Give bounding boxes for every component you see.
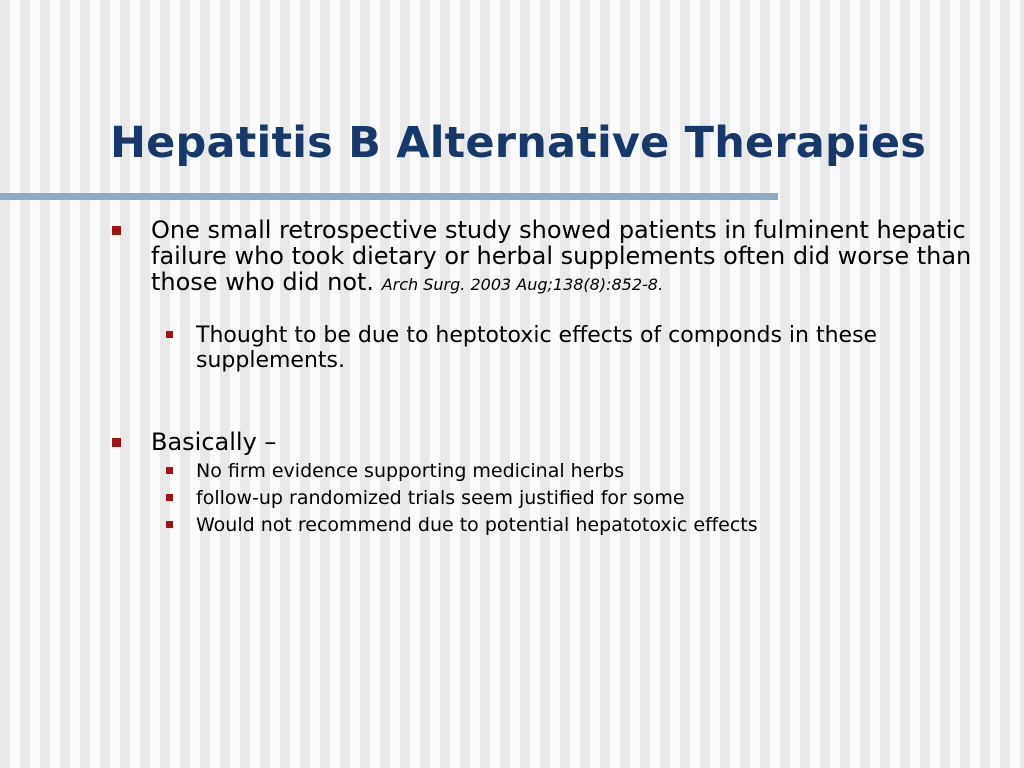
square-bullet-icon [166, 331, 173, 338]
square-bullet-icon [112, 226, 121, 235]
square-bullet-icon [112, 438, 121, 447]
sub-bullet-text: Thought to be due to heptotoxic effects of componds in these supplements. [196, 323, 878, 373]
citation: Arch Surg. 2003 Aug;138(8):852-8. [381, 275, 664, 294]
sub-bullet-text: follow-up randomized trials seem justified for some [196, 487, 685, 509]
bullet-main-text: One small retrospective study showed patients in fulminent hepatic failure who took dietary or herbal supplements often did worse than those who did not. [151, 216, 972, 296]
slide-title: Hepatitis B Alternative Therapies [110, 118, 927, 168]
bullet-text [151, 217, 981, 298]
bullet-text: Basically – [151, 428, 277, 456]
sub-bullet-text: No firm evidence supporting medicinal herbs [196, 460, 625, 482]
title-underline [0, 193, 778, 200]
square-bullet-icon [166, 467, 173, 474]
square-bullet-icon [166, 521, 173, 528]
square-bullet-icon [166, 494, 173, 501]
sub-bullet-text: Would not recommend due to potential hepatotoxic effects [196, 514, 758, 536]
